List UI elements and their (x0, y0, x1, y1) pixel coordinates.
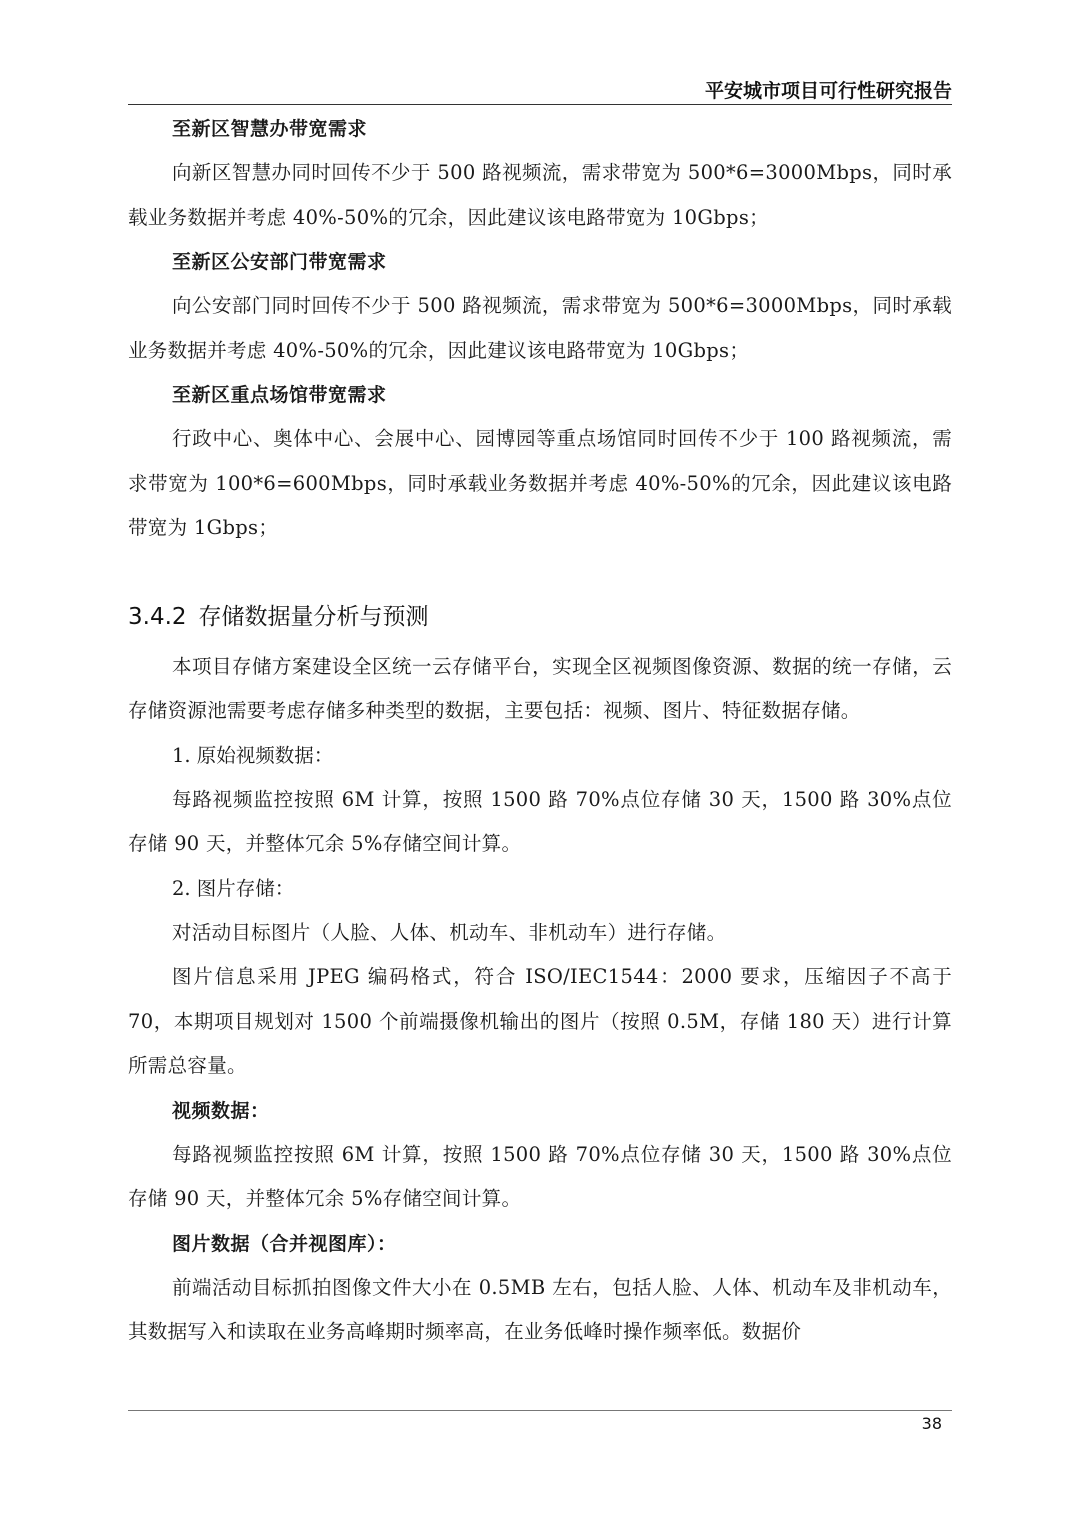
paragraph-image-format: 图片信息采用 JPEG 编码格式，符合 ISO/IEC1544：2000 要求，压缩因子不高于 70，本期项目规划对 1500 个前端摄像机输出的图片（按照 0.5M，存储 180 天）进行计算所需总容量。 (128, 965, 952, 1077)
subheading-video-data: 视频数据： (172, 1099, 270, 1122)
subheading-smart-office-bandwidth: 至新区智慧办带宽需求 (172, 118, 368, 140)
paragraph-video-data: 每路视频监控按照 6M 计算，按照 1500 路 70%点位存储 30 天，1500 路 30%点位存储 90 天，并整体冗余 5%存储空间计算。 (128, 1142, 952, 1210)
paragraph-image-targets: 对活动目标图片（人脸、人体、机动车、非机动车）进行存储。 (172, 920, 727, 944)
section-title: 存储数据量分析与预测 (198, 603, 429, 630)
header-divider (128, 104, 952, 105)
list-item-image-storage-label: 2. 图片存储： (172, 876, 295, 900)
subheading-venue-bandwidth: 至新区重点场馆带宽需求 (172, 384, 387, 406)
paragraph-police-bandwidth: 向公安部门同时回传不少于 500 路视频流，需求带宽为 500*6=3000Mbps，同时承载业务数据并考虑 40%-50%的冗余，因此建议该电路带宽为 10Gbps； (128, 294, 952, 362)
section-number: 3.4.2 (128, 603, 187, 630)
list-item-raw-video-label: 1. 原始视频数据： (172, 743, 334, 767)
paragraph-smart-office-bandwidth: 向新区智慧办同时回传不少于 500 路视频流，需求带宽为 500*6=3000Mbps，同时承载业务数据并考虑 40%-50%的冗余，因此建议该电路带宽为 10Gbps； (128, 161, 952, 229)
subheading-image-data: 图片数据（合并视图库）： (172, 1232, 397, 1255)
section-heading-3-4-2 (128, 595, 952, 639)
paragraph-raw-video: 每路视频监控按照 6M 计算，按照 1500 路 70%点位存储 30 天，1500 路 30%点位存储 90 天，并整体冗余 5%存储空间计算。 (128, 787, 952, 855)
page-body (128, 107, 952, 1355)
paragraph-image-data: 前端活动目标抓拍图像文件大小在 0.5MB 左右，包括人脸、人体、机动车及非机动车，其数据写入和读取在业务高峰期时频率高，在业务低峰时操作频率低。数据价 (128, 1275, 952, 1343)
paragraph-venue-bandwidth: 行政中心、奥体中心、会展中心、园博园等重点场馆同时回传不少于 100 路视频流，需求带宽为 100*6=600Mbps，同时承载业务数据并考虑 40%-50%的冗余，因此建议该电路带宽为 1Gbps； (128, 427, 952, 539)
page-number: 38 (921, 1414, 942, 1433)
paragraph-storage-intro: 本项目存储方案建设全区统一云存储平台，实现全区视频图像资源、数据的统一存储，云存储资源池需要考虑存储多种类型的数据，主要包括：视频、图片、特征数据存储。 (128, 654, 952, 722)
header-title: 平安城市项目可行性研究报告 (704, 80, 952, 102)
subheading-police-bandwidth: 至新区公安部门带宽需求 (172, 251, 387, 273)
footer-divider (128, 1410, 952, 1411)
